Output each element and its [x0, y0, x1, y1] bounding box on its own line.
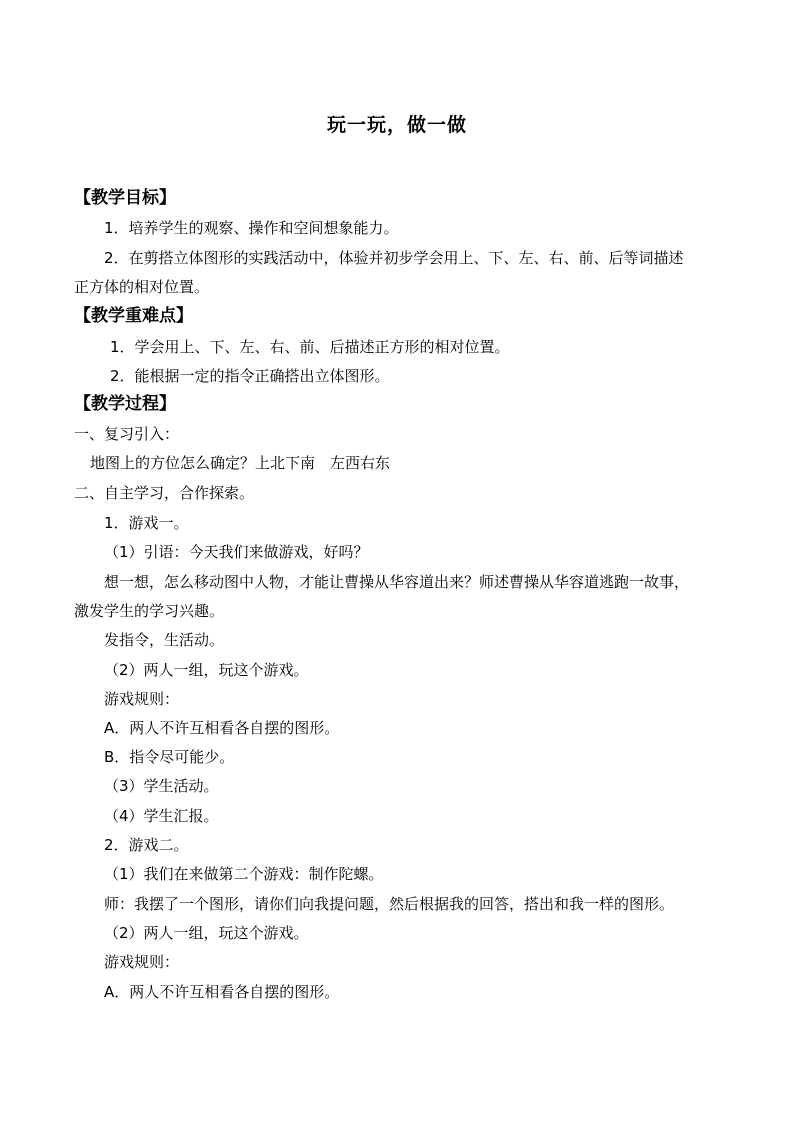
game-1-think-text: 想一想，怎么移动图中人物，才能让曹操从华容道出来？师述曹操从华容道逃跑一故事，	[104, 573, 690, 591]
game-1-think-text-continued: 激发学生的学习兴趣。	[74, 602, 225, 620]
game-1-step-1: （1）引语：今天我们来做游戏，好吗？	[104, 543, 369, 561]
process-heading: 【教学过程】	[74, 394, 176, 414]
key-points-heading: 【教学重难点】	[74, 306, 193, 326]
objective-item-1: 1．培养学生的观察、操作和空间想象能力。	[104, 219, 399, 237]
game-1-rule-a: A．两人不许互相看各自摆的图形。	[104, 719, 340, 737]
objective-item-2: 2．在剪搭立体图形的实践活动中，体验并初步学会用上、下、左、右、前、后等词描述	[104, 249, 684, 267]
game-1-step-3: （3）学生活动。	[104, 777, 219, 795]
section-1-title: 一、复习引入：	[74, 425, 180, 443]
game-2-rules-label: 游戏规则：	[104, 953, 180, 971]
game-2-step-1: （1）我们在来做第二个游戏：制作陀螺。	[104, 865, 384, 883]
game-2-rule-a: A．两人不许互相看各自摆的图形。	[104, 983, 340, 1001]
game-1-command: 发指令，生活动。	[104, 631, 225, 649]
document-title: 玩一玩，做一做	[326, 114, 467, 136]
key-point-item-1: 1．学会用上、下、左、右、前、后描述正方形的相对位置。	[110, 338, 510, 356]
objective-item-2-continued: 正方体的相对位置。	[74, 278, 210, 296]
game-1-title: 1．游戏一。	[104, 514, 189, 532]
game-2-title: 2．游戏二。	[104, 836, 189, 854]
game-2-step-2: （2）两人一组，玩这个游戏。	[104, 924, 309, 942]
key-point-item-2: 2．能根据一定的指令正确搭出立体图形。	[110, 367, 390, 385]
section-1-text: 地图上的方位怎么确定？上北下南 左西右东	[90, 454, 391, 472]
objectives-heading: 【教学目标】	[74, 188, 176, 208]
game-1-step-2: （2）两人一组，玩这个游戏。	[104, 661, 309, 679]
section-2-title: 二、自主学习，合作探索。	[74, 484, 255, 502]
game-1-step-4: （4）学生汇报。	[104, 807, 219, 825]
game-1-rule-b: B．指令尽可能少。	[104, 748, 235, 766]
game-1-rules-label: 游戏规则：	[104, 690, 180, 708]
game-2-teacher-text: 师：我摆了一个图形，请你们向我提问题，然后根据我的回答，搭出和我一样的图形。	[104, 895, 675, 913]
